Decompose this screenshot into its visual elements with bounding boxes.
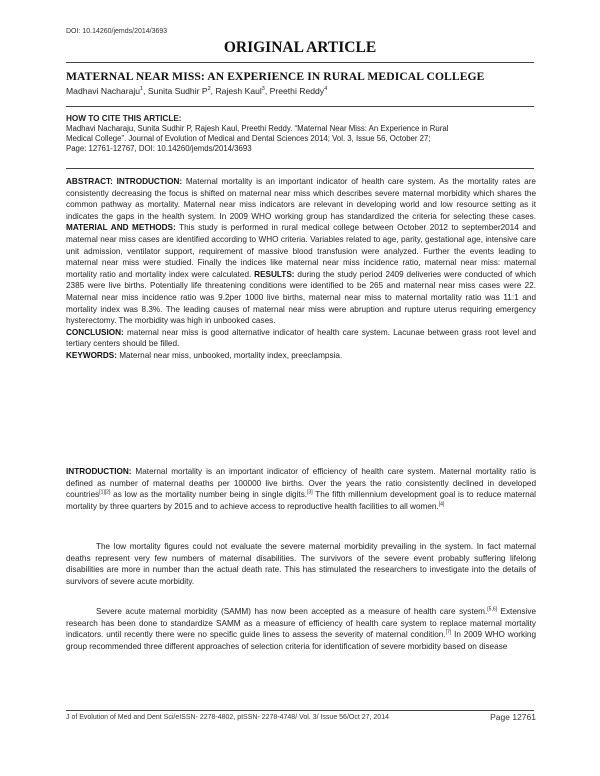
author-affiliation: 4 [324,86,328,93]
citation-ref: [7] [445,629,452,636]
citation-ref: [4] [438,501,445,508]
citation-ref: [5,6] [487,606,498,613]
doi-text: DOI: 10.14260/jemds/2014/3693 [66,28,168,35]
conclusion-heading: CONCLUSION: [66,327,124,337]
abstract-paragraph [66,176,536,362]
citation-line: Madhavi Nacharaju, Sunita Sudhir P, Rajesh Kaul, Preethi Reddy. “Maternal Near Miss: An Experience in Rural [66,124,449,133]
results-text: during the study period 2409 deliveries were conducted of which 2385 were live births. Potentially life threatening conditions were identified to be 265 and maternal near miss cases were 22. Maternal near miss incidence ratio was 9.2per 1000 live births, maternal near miss to maternal mortality ratio was 11:1 and mortality index was 8.3%. The leading causes of maternal near miss were abruption and rupture uterus requiring emergency hysterectomy. The morbidity was high in unbooked cases. [66,269,536,326]
author-name: Sunita Sudhir P [147,86,208,96]
intro-paragraph [66,466,536,512]
abstract-text: Maternal mortality is an important indicator of health care system. As the mortality rates are consistently decreasing the focus is shifted on maternal near miss which describes severe maternal morbidity which shares the common pathway as mortality. Maternal near miss indicators are relevant in developing world and low resource setting as it indicates the gaps in the health system. In 2009 WHO working group has standardized the criteria for selecting these cases. [66,177,536,221]
conclusion-text: maternal near miss is good alternative indicator of health care system. Lacunae between grass root level and tertiary centers should be filled. [66,327,536,349]
page-footer [66,714,536,721]
author-affiliation: 1 [140,86,144,93]
abstract-heading: ABSTRACT: INTRODUCTION: [66,177,183,186]
author-affiliation: 3 [261,86,265,93]
article-type-heading: ORIGINAL ARTICLE [223,39,377,56]
body-text: In 2009 WHO working group recommended three different approaches of selection criteria for identification of severe morbidity based on disease [66,630,536,651]
body-paragraph [66,606,536,652]
footer-rule [66,710,534,711]
body-text: Severe acute maternal morbidity (SAMM) has now been accepted as a measure of health care system. [96,607,488,616]
body-paragraph: The low mortality figures could not evaluate the severe maternal morbidity prevailing in the system. In fact maternal deaths represent very few numbers of maternal disabilities. The survivors of the severe event probably suffering lifelong disabilities are more in number than the actual death rate. This has stimulated the researchers to investigate into the details of survivors of severe acute morbidity. [66,542,536,586]
page-number: Page 12761 [490,712,536,722]
results-heading: RESULTS: [254,269,295,279]
author-name: Preethi Reddy [269,86,325,96]
citation-block [66,114,536,154]
title-rule [66,106,534,107]
article-title: MATERNAL NEAR MISS: AN EXPERIENCE IN RURAL MEDICAL COLLEGE [66,70,485,83]
header-rule [66,62,534,63]
methods-heading: MATERIAL AND METHODS: [66,223,176,233]
citation-line: Page: 12761-12767, DOI: 10.14260/jemds/2014/3693 [66,144,252,153]
keywords-label: KEYWORDS: [66,350,117,360]
citation-rule [66,168,534,169]
author-name: Madhavi Nacharaju [66,86,141,96]
author-list: Madhavi Nacharaju$^1$, Sunita Sudhir $P^2$, Rajesh Kaul$^3$, Preethi Reddy$^4$ [66,86,328,96]
citation-ref: [1][2] [99,489,111,496]
intro-text: The fifth millennium development goal is to reduce maternal mortality by three quarters by 2015 and to achieve access to reproductive health facilities to all women. [66,490,536,511]
citation-ref: [3] [307,489,313,496]
body-text: Extensive research has been done to standardize SAMM as a measure of efficiency of health care system to replace maternal mortality indicators. until recently there were no specific guide lines to assess the severity of maternal condition. [66,607,536,640]
keywords-text: Maternal near miss, unbooked, mortality index, preeclampsia. [116,350,343,360]
intro-text: Maternal mortality is an important indicator of efficiency of health care system. Maternal mortality ratio is defined as number of maternal deaths per 100000 live births. Over the years the ratio consistently declined in developed countries [66,467,536,500]
methods-text: This study is performed in rural medical college between October 2012 to september2014 and maternal near miss cases are identified according to WHO criteria. Variables related to age, parity, gestational age, intensive care unit admission, ventilator support, requirement of massive blood transfusion were analyzed. Further the events leading to maternal near miss were studied. Finally the indices like maternal near miss incidence ratio, maternal near miss: maternal mortality ratio and mortality index were calculated. [66,223,536,279]
author-name: Rajesh Kaul [215,86,262,96]
intro-text: as low as the mortality number being in single digits. [110,490,308,500]
citation-heading: HOW TO CITE THIS ARTICLE: [66,114,182,123]
citation-line: Medical College”. Journal of Evolution of Medical and Dental Sciences 2014; Vol. 3, Issue 56, October 27; [66,134,431,143]
intro-heading: INTRODUCTION: [66,467,132,476]
footer-journal-info: J of Evolution of Med and Dent Sci/eISSN- 2278-4802, pISSN- 2278-4748/ Vol. 3/ Issue 56/Oct 27, 2014 [66,714,389,721]
author-affiliation: 2 [207,86,211,93]
